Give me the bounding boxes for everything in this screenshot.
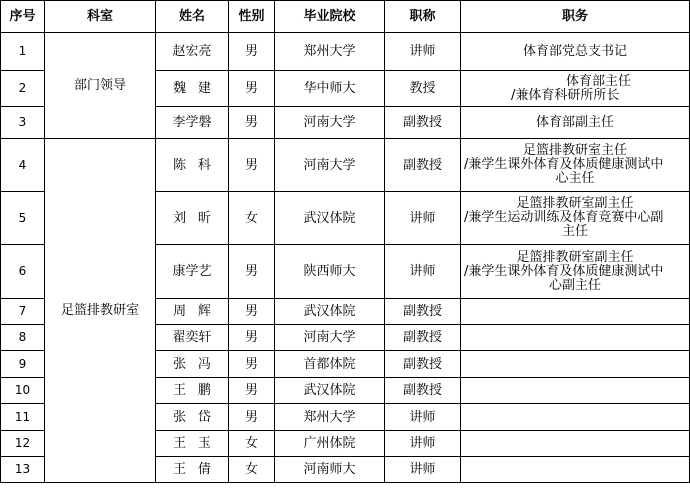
row-school: 郑州大学: [275, 404, 385, 431]
row-duty: [461, 192, 690, 245]
row-no: 4: [1, 139, 45, 192]
row-school: 首都体院: [275, 351, 385, 378]
duty-line: /兼学生运动训练及体育竞赛中心副: [464, 210, 664, 225]
duty-line: /兼学生课外体育及体质健康测试中: [464, 157, 664, 172]
row-title: 讲师: [385, 245, 461, 299]
row-name: 翟奕轩: [156, 325, 229, 351]
duty-line: 足篮排教研室副主任: [516, 249, 634, 265]
duty-line: 体育部主任: [565, 73, 631, 89]
row-no: 10: [1, 378, 45, 404]
row-no: 6: [1, 245, 45, 299]
duty-line: 足篮排教研室副主任: [516, 196, 634, 211]
row-school: 河南大学: [275, 325, 385, 351]
row-name: 魏建: [156, 71, 229, 107]
row-name: 陈科: [156, 139, 229, 192]
row-duty: [461, 139, 690, 192]
row-duty: [461, 107, 690, 139]
row-no: 5: [1, 192, 45, 245]
row-school: 河南大学: [275, 139, 385, 192]
row-gender: 男: [229, 33, 275, 71]
row-gender: 男: [229, 245, 275, 299]
row-no: 2: [1, 71, 45, 107]
duty-line: 心副主任: [548, 277, 601, 293]
row-name: 赵宏亮: [156, 33, 229, 71]
row-name: 王玉: [156, 431, 229, 457]
duty-line: 足篮排教研室主任: [522, 143, 627, 158]
row-name: 张岱: [156, 404, 229, 431]
row-duty-empty: [461, 431, 690, 457]
row-no: 13: [1, 457, 45, 483]
row-title: 讲师: [385, 431, 461, 457]
department-cell-research-office: 足篮排教研室: [45, 139, 156, 483]
header-name: 姓名: [156, 1, 229, 33]
row-title: 讲师: [385, 404, 461, 431]
row-no: 9: [1, 351, 45, 378]
row-gender: 男: [229, 325, 275, 351]
row-title: 副教授: [385, 325, 461, 351]
row-duty: [461, 245, 690, 299]
header-row: [1, 1, 690, 33]
header-gender: 性别: [229, 1, 275, 33]
row-no: 12: [1, 431, 45, 457]
duty-line: 体育部副主任: [535, 114, 614, 130]
row-gender: 男: [229, 404, 275, 431]
row-name: 李学磐: [156, 107, 229, 139]
row-gender: 男: [229, 378, 275, 404]
row-duty: [461, 71, 690, 107]
row-school: 武汉体院: [275, 192, 385, 245]
row-name: 周辉: [156, 299, 229, 325]
header-title: 职称: [385, 1, 461, 33]
row-title: 教授: [385, 71, 461, 107]
row-gender: 男: [229, 299, 275, 325]
row-duty-empty: [461, 351, 690, 378]
row-title: 讲师: [385, 33, 461, 71]
header-no: 序号: [1, 1, 45, 33]
row-school: 武汉体院: [275, 299, 385, 325]
row-title: 讲师: [385, 192, 461, 245]
row-school: 郑州大学: [275, 33, 385, 71]
row-no: 8: [1, 325, 45, 351]
row-no: 1: [1, 33, 45, 71]
row-duty-empty: [461, 457, 690, 483]
row-name: 刘昕: [156, 192, 229, 245]
row-gender: 男: [229, 351, 275, 378]
department-cell-leadership: 部门领导: [45, 33, 156, 139]
row-duty: [461, 33, 690, 71]
row-no: 7: [1, 299, 45, 325]
row-name: 王倩: [156, 457, 229, 483]
duty-line: /兼学生课外体育及体质健康测试中: [464, 263, 664, 279]
header-duty: 职务: [461, 1, 690, 33]
table-row: [1, 33, 690, 71]
row-duty-empty: [461, 299, 690, 325]
duty-line: /兼体育科研所所长: [511, 87, 620, 103]
row-gender: 女: [229, 457, 275, 483]
row-duty-empty: [461, 404, 690, 431]
row-gender: 女: [229, 192, 275, 245]
row-school: 河南师大: [275, 457, 385, 483]
row-no: 3: [1, 107, 45, 139]
row-title: 副教授: [385, 139, 461, 192]
row-gender: 男: [229, 71, 275, 107]
row-title: 副教授: [385, 107, 461, 139]
row-school: 武汉体院: [275, 378, 385, 404]
row-school: 华中师大: [275, 71, 385, 107]
row-title: 副教授: [385, 351, 461, 378]
row-duty-empty: [461, 378, 690, 404]
row-name: 康学艺: [156, 245, 229, 299]
row-title: 副教授: [385, 299, 461, 325]
duty-line: 心主任: [555, 171, 595, 186]
row-title: 副教授: [385, 378, 461, 404]
row-name: 张冯: [156, 351, 229, 378]
header-school: 毕业院校: [275, 1, 385, 33]
header-department: 科室: [45, 1, 156, 33]
row-school: 广州体院: [275, 431, 385, 457]
row-gender: 女: [229, 431, 275, 457]
row-school: 陕西师大: [275, 245, 385, 299]
row-duty-empty: [461, 325, 690, 351]
row-no: 11: [1, 404, 45, 431]
duty-line: 主任: [561, 224, 588, 239]
row-name: 王鹏: [156, 378, 229, 404]
row-gender: 男: [229, 107, 275, 139]
table-row: [1, 139, 690, 192]
row-school: 河南大学: [275, 107, 385, 139]
row-gender: 男: [229, 139, 275, 192]
row-title: 讲师: [385, 457, 461, 483]
duty-line: 体育部党总支书记: [522, 43, 627, 59]
